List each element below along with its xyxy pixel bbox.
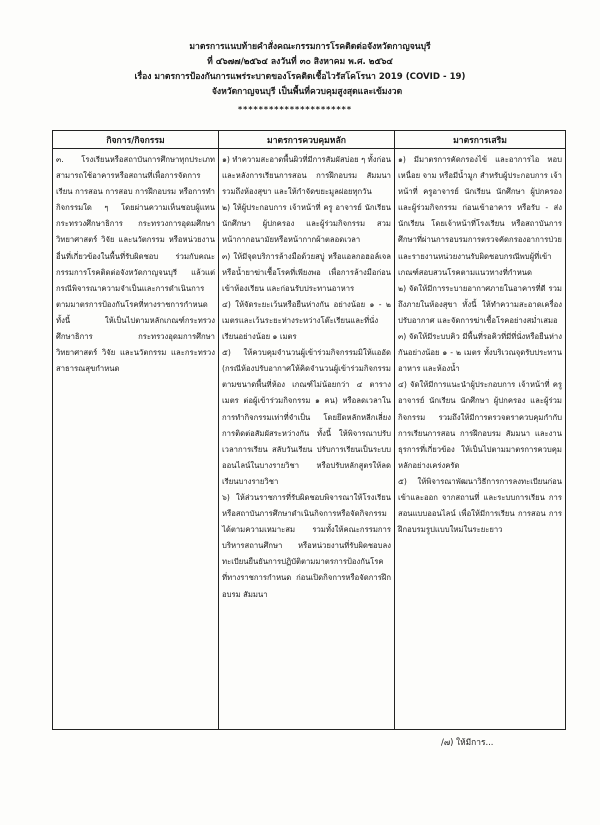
measures-table: [52, 130, 566, 730]
table-row: [53, 149, 566, 730]
main-measure-item: ๔) ให้จัดระยะเว้นหรือยืนห่างกัน อย่างน้อย ๑ - ๒ เมตรและเว้นระยะห่างระหว่างโต๊ะเรียนและที่นั่งเรียนอย่างน้อย ๑ เมตร: [222, 299, 391, 342]
main-measure-item: ๒) ให้ผู้ประกอบการ เจ้าหน้าที่ ครู อาจารย์ นักเรียน นักศึกษา ผู้ปกครอง และผู้ร่วมกิจกรรม สวมหน้ากากอนามัยหรือหน้ากากผ้าตลอดเวลา: [222, 203, 391, 245]
document-header: [0, 40, 600, 100]
header-subject: เรื่อง มาตรการป้องกันการแพร่ระบาดของโรคติดเชื้อไวรัสโคโรนา 2019 (COVID - 19): [134, 72, 466, 82]
continuation-note: /๗) ให้มีการ...: [441, 737, 494, 747]
column-header-main-measures: มาตรการควบคุมหลัก: [219, 131, 395, 149]
main-measure-item: ๕) ให้ควบคุมจำนวนผู้เข้าร่วมกิจกรรมมิให้แออัด (กรณีห้องปรับอากาศให้คิดจำนวนผู้เข้าร่วมกิจกรรมตามขนาดพื้นที่ห้อง เกณฑ์ไม่น้อยกว่า ๔ ตารางเมตร ต่อผู้เข้าร่วมกิจกรรม ๑ คน) หรือลดเวลาในการทำกิจกรรมเท่าที่จำเป็น โดยยึดหลักหลีกเลี่ยงการติดต่อสัมผัสระหว่างกัน ทั้งนี้ ให้พิจารณาปรับเวลาการเรียน สลับวันเรียน ปรับการเรียนเป็นระบบออนไลน์ในบางรายวิชา หรือปรับหลักสูตรให้ลดเรียนบางรายวิชา: [222, 348, 391, 486]
main-measures-cell: [219, 149, 395, 730]
additional-measure-item: ๒) จัดให้มีการระบายอากาศภายในอาคารที่ดี รวมถึงภายในห้องสุขา ทั้งนี้ ให้ทำความสะอาดเครื่องปรับอากาศ และจัดการฆ่าเชื้อโรคอย่างสม่ำเสมอ: [398, 283, 562, 325]
column-header-activity: กิจการ/กิจกรรม: [53, 131, 219, 149]
header-area-status: จังหวัดกาญจนบุรี เป็นพื้นที่ควบคุมสูงสุดและเข้มงวด: [211, 87, 403, 97]
main-measure-item: ๓) ให้มีจุดบริการล้างมือด้วยสบู่ หรือแอลกอฮอล์เจล หรือน้ำยาฆ่าเชื้อโรคที่เพียงพอ เพื่อการล้างมือก่อนเข้าห้องเรียน และก่อนรับประทานอาหาร: [222, 251, 391, 293]
separator-stars: **********************: [238, 105, 353, 114]
additional-measure-item: ๑) มีมาตรการคัดกรองไข้ และอาการไอ หอบเหนื่อย จาม หรือมีน้ำมูก สำหรับผู้ประกอบการ เจ้าหน้าที่ ครูอาจารย์ นักเรียน นักศึกษา ผู้ปกครอง และผู้ร่วมกิจกรรม ก่อนเข้าอาคาร หรือรับ - ส่งนักเรียน โดยเจ้าหน้าที่โรงเรียน หรือสถาบันการศึกษาที่ผ่านการอบรมการตรวจคัดกรองอาการป่วย และรายงานหน่วยงานรับผิดชอบกรณีพบผู้ที่เข้าเกณฑ์สอบสวนโรคตามแนวทางที่กำหนด: [398, 155, 562, 277]
header-order-number: ที่ ๔๖๗๗/๒๕๖๔ ลงวันที่ ๓๐ สิงหาคม พ.ศ. ๒๕๖๔: [207, 57, 393, 67]
activity-text: ๓. โรงเรียนหรือสถาบันการศึกษาทุกประเภท สามารถใช้อาคารหรือสถานที่เพื่อการจัดการเรียน การสอน การสอบ การฝึกอบรม หรือการทำกิจกรรมใด ๆ โดยผ่านความเห็นชอบผู้แทนกระทรวงศึกษาธิการ กระทรวงการอุดมศึกษา วิทยาศาสตร์ วิจัย และนวัตกรรม หรือหน่วยงานอื่นที่เกี่ยวข้องในพื้นที่รับผิดชอบ ร่วมกับคณะกรรมการโรคติดต่อจังหวัดกาญจนบุรี แล้วแต่กรณีพิจารณาความจำเป็นและการดำเนินการตามมาตรการป้องกันโรคที่ทางราชการกำหนด ทั้งนี้ ให้เป็นไปตามหลักเกณฑ์กระทรวงศึกษาธิการ กระทรวงอุดมการศึกษา วิทยาศาสตร์ วิจัย และนวัตกรรม และกระทรวงสาธารณสุขกำหนด: [56, 155, 215, 374]
additional-measure-item: ๕) ให้พิจารณาพัฒนาวิธีการการลงทะเบียนก่อนเข้าและออก จากสถานที่ และระบบการเรียน การสอนแบบออนไลน์ เพื่อให้มีการเรียน การสอน การฝึกอบรมรูปแบบใหม่ในระยะยาว: [398, 476, 562, 535]
additional-measure-item: ๔) จัดให้มีการแนะนำผู้ประกอบการ เจ้าหน้าที่ ครู อาจารย์ นักเรียน นักศึกษา ผู้ปกครอง และผู้ร่วมกิจกรรม รวมถึงให้มีการตรวจตราควบคุมกำกับการเรียนการสอน การฝึกอบรม สัมมนา และงานธุรการที่เกี่ยวข้อง ให้เป็นไปตามมาตรการควบคุมหลักอย่างเคร่งครัด: [398, 380, 562, 470]
table-header-row: [53, 131, 566, 149]
activity-cell: [53, 149, 219, 730]
header-title: มาตรการแนบท้ายคำสั่งคณะกรรมการโรคติดต่อจังหวัดกาญจนบุรี: [189, 42, 431, 52]
additional-measure-item: ๓) จัดให้มีระบบคิว มีพื้นที่รอคิวที่มีที่นั่งหรือยืนห่างกันอย่างน้อย ๑ - ๒ เมตร ทั้งบริเวณจุดรับประทานอาหาร และห้องน้ำ: [398, 332, 562, 374]
main-measure-item: ๖) ให้ส่วนราชการที่รับผิดชอบพิจารณาให้โรงเรียนหรือสถาบันการศึกษาดำเนินกิจการหรือจัดกิจกรรมได้ตามความเหมาะสม รวมทั้งให้คณะกรรมการบริหารสถานศึกษา หรือหน่วยงานที่รับผิดชอบลงทะเบียนยืนยันการปฏิบัติตามมาตรการป้องกันโรคที่ทางราชการกำหนด ก่อนเปิดกิจการหรือจัดการฝึกอบรม สัมมนา: [222, 492, 391, 599]
column-header-additional-measures: มาตรการเสริม: [395, 131, 566, 149]
main-measure-item: ๑) ทำความสะอาดพื้นผิวที่มีการสัมผัสบ่อย ๆ ทั้งก่อนและหลังการเรียนการสอน การฝึกอบรม สัมมนา รวมถึงห้องสุขา และให้กำจัดขยะมูลฝอยทุกวัน: [222, 155, 391, 197]
additional-measures-cell: [395, 149, 566, 730]
